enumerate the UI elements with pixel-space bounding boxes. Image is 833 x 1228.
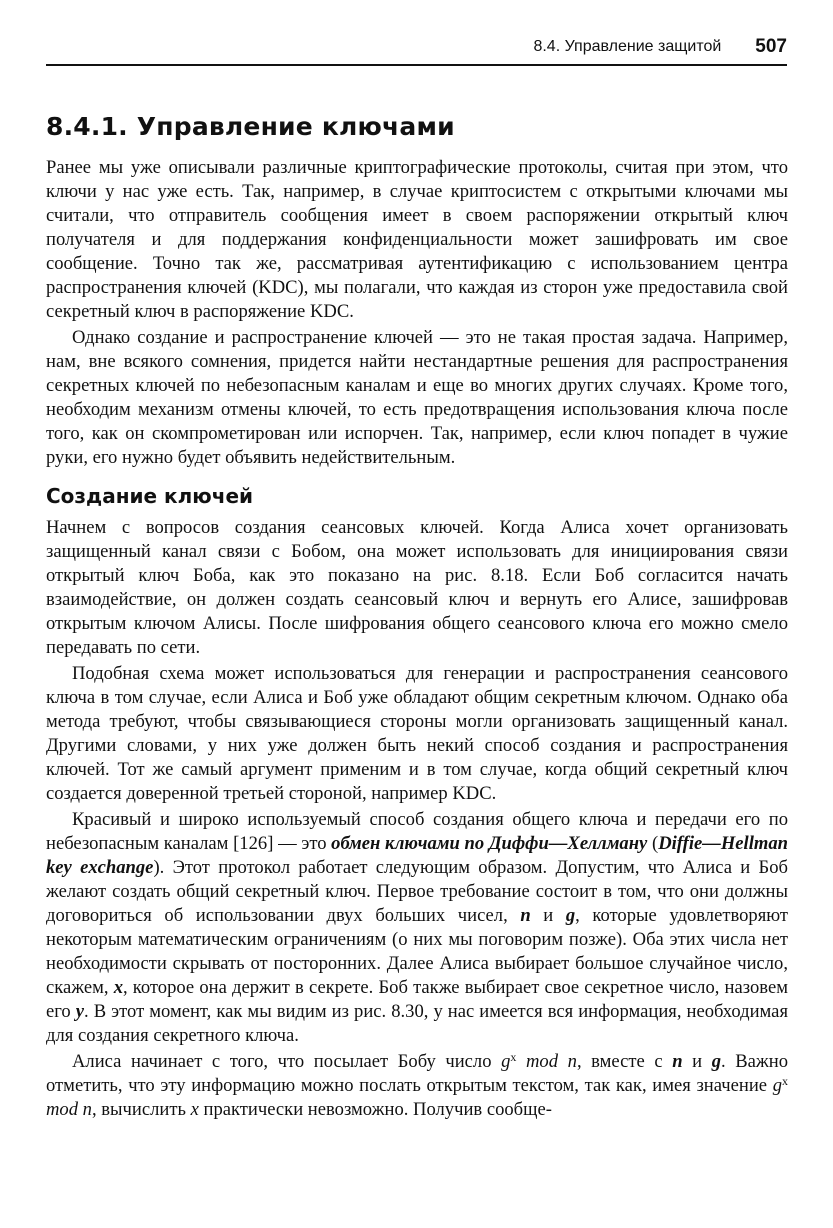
- text-run: ). Этот протокол работает следующим образом. Допустим, что Алиса и Боб желают создать общий секретный ключ. Первое требование состоит в том, что они должны договориться об использовании двух больших чисел,: [46, 857, 788, 926]
- page-body: [46, 110, 788, 1122]
- variable-x: x: [190, 1099, 199, 1120]
- running-header-section: 8.4. Управление защитой: [533, 38, 722, 55]
- text-run: и: [530, 905, 566, 926]
- paragraph: [46, 1050, 788, 1122]
- text-run: практически невозможно. Получив сообще-: [198, 1099, 552, 1120]
- text-run: (: [647, 833, 659, 854]
- variable-x: x: [113, 977, 123, 998]
- variable-g: g: [565, 905, 576, 926]
- text-run: Алиса начинает с того, что посылает Бобу число: [72, 1051, 502, 1072]
- variable-y: y: [75, 1001, 85, 1022]
- subsection-title: Создание ключей: [46, 484, 254, 508]
- variable-n: n: [672, 1051, 683, 1072]
- exponent-x: x: [510, 1050, 517, 1064]
- variable-g: g: [772, 1075, 782, 1096]
- paragraph: Однако создание и распространение ключей — это не такая простая задача. Например, нам, вне всякого сомнения, придется найти нестандартные решения для распространения секретных ключей по небезопасным каналам и еще во многих других случаях. Кроме того, необходим механизм отмены ключей, то есть предотвращения использования ключа после того, как он скомпрометирован или испорчен. Так, например, если ключ попадет в чужие руки, его нужно будет объявить недействительным.: [46, 327, 788, 468]
- text-run: , вместе с: [576, 1051, 673, 1072]
- variable-n: n: [520, 905, 531, 926]
- text-run: . Важно отметить, что эту информацию можно послать открытым текстом, так как, имея значение: [46, 1051, 789, 1096]
- variable-g: g: [501, 1051, 511, 1072]
- paragraph: Подобная схема может использоваться для генерации и распространения сеансового ключа в том случае, если Алиса и Боб уже обладают общим секретным ключом. Однако оба метода требуют, чтобы связывающиеся стороны могли организовать защищенный канал. Другими словами, у них уже должен быть некий способ создания и распространения ключей. Тот же самый аргумент применим и в том случае, когда общий секретный ключ создается доверенной третьей стороной, например KDC.: [46, 663, 788, 804]
- text-run: , которое она держит в секрете. Боб также выбирает свое секретное число, назовем его: [46, 977, 788, 1022]
- paragraph: Ранее мы уже описывали различные криптографические протоколы, считая при этом, что ключи у нас уже есть. Так, например, в случае криптосистем с открытыми ключами мы считали, что отправитель сообщения имеет в своем распоряжении открытый ключ получателя и для поддержания конфиденциальности может зашифровать им свое сообщение. Точно так же, рассматривая аутентификацию с использованием центра распространения ключей (KDC), мы полагали, что каждая из сторон уже предоставила свой секретный ключ в распоряжение KDC.: [46, 157, 788, 322]
- term-ru: обмен ключами по Диффи—Хеллману: [331, 833, 648, 854]
- variable-g: g: [711, 1051, 722, 1072]
- text-run: . В этот момент, как мы видим из рис. 8.30, у нас имеется вся информация, необходимая для создания секретного ключа.: [46, 1001, 788, 1046]
- page-number: 507: [755, 36, 787, 57]
- text-run: , которые удовлетворяют некоторым математическим ограничениям (о них мы поговорим позже). Оба этих числа нет необходимости скрывать от посторонних. Далее Алиса выбирает большое случайное число, скажем,: [46, 905, 789, 998]
- mod-expression: mod n: [46, 1099, 92, 1120]
- text-run: и: [682, 1051, 712, 1072]
- running-header: [46, 38, 787, 66]
- text-run: Красивый и широко используемый способ создания общего ключа и передачи его по небезопасным каналам [126] — это: [46, 809, 788, 854]
- paragraph: Начнем с вопросов создания сеансовых ключей. Когда Алиса хочет организовать защищенный канал связи с Бобом, она может использовать для инициирования связи открытый ключ Боба, как это показано на рис. 8.18. Если Боб согласится начать взаимодействие, он должен создать сеансовый ключ и вернуть его Алисе, зашифровав открытым ключом Алисы. После шифрования общего сеансового ключа его можно смело передавать по сети.: [46, 517, 788, 658]
- section-title: 8.4.1. Управление ключами: [46, 112, 455, 141]
- term-en: Diffie—Hellman key exchange: [46, 833, 788, 878]
- text-run: , вычислить: [91, 1099, 191, 1120]
- paragraph: [46, 808, 788, 1048]
- mod-expression: mod n: [516, 1051, 577, 1072]
- exponent-x: x: [782, 1074, 788, 1088]
